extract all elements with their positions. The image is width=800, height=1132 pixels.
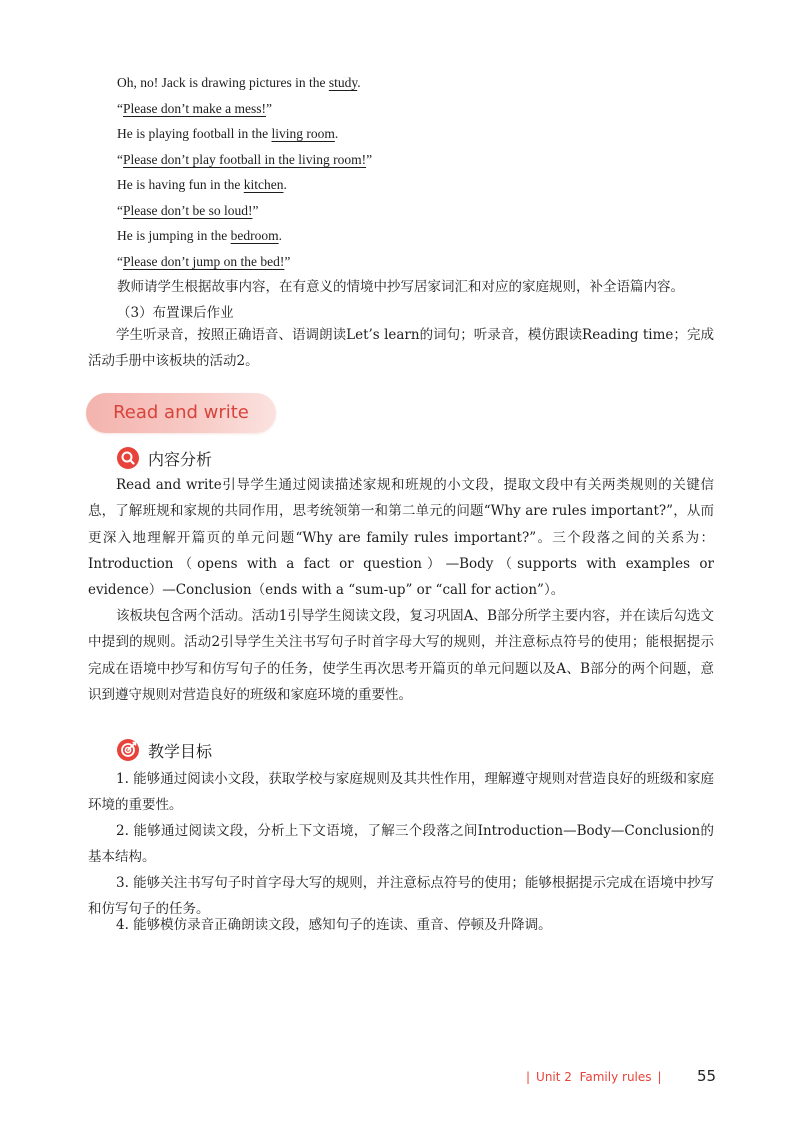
content-analysis-heading bbox=[117, 446, 212, 470]
underlined-rule: Please don’t play football in the living room! bbox=[123, 152, 367, 167]
objective-item-4: 4. 能够模仿录音正确朗读文段，感知句子的连读、重音、停顿及升降调。 bbox=[116, 917, 552, 933]
dialogue-text: He is having fun in the bbox=[117, 177, 244, 192]
dialogue-line-5 bbox=[117, 175, 287, 195]
underlined-word: living room bbox=[271, 126, 335, 141]
footer-separator: | bbox=[526, 1070, 531, 1084]
quote-mark: ” bbox=[284, 254, 291, 269]
objectives-heading bbox=[117, 738, 212, 762]
objective-item-1: 1. 能够通过阅读小文段，获取学校与家庭规则及其共性作用，理解遵守规则对营造良好的班级和家庭环境的重要性。 bbox=[88, 771, 714, 814]
content-analysis-paragraph-1: Read and write引导学生通过阅读描述家规和班规的小文段，提取文段中有关两类规则的关键信息，了解班规和家规的共同作用，思考统领第一和第二单元的问题“Why are rules important?”，从而更深入地理解开篇页的单元问题“Why are family rules important?”。三个段落之间的关系为：Introduction（opens with a fact or question）—Body（supports with examples or evidence）—Conclusion（ends with a “sum-up” or “call for action”）。 bbox=[88, 477, 714, 599]
page-footer bbox=[520, 1070, 668, 1084]
quote-mark: “ bbox=[117, 254, 123, 269]
dialogue-line-2 bbox=[117, 99, 272, 119]
footer-separator: | bbox=[657, 1070, 662, 1084]
banner-title: Read and write bbox=[113, 402, 249, 423]
quote-mark: “ bbox=[117, 152, 123, 167]
content-analysis-title: 内容分析 bbox=[148, 449, 213, 469]
quote-mark: ” bbox=[366, 152, 373, 167]
punctuation: . bbox=[283, 177, 287, 192]
dialogue-text: He is jumping in the bbox=[117, 228, 231, 243]
dialogue-line-3 bbox=[117, 124, 338, 144]
objective-item-3: 3. 能够关注书写句子时首字母大写的规则，并注意标点符号的使用；能够根据提示完成在语境中抄写和仿写句子的任务。 bbox=[88, 875, 714, 918]
punctuation: . bbox=[357, 75, 361, 90]
content-analysis-paragraph-2: 该板块包含两个活动。活动1引导学生阅读文段，复习巩固A、B部分所学主要内容，并在读后勾选文中提到的规则。活动2引导学生关注书写句子时首字母大写的规则，并注意标点符号的使用；能根据提示完成在语境中抄写和仿写句子的任务，使学生再次思考开篇页的单元问题以及A、B部分的两个问题，意识到遵守规则对营造良好的班级和家庭环境的重要性。 bbox=[88, 608, 714, 703]
footer-unit: Unit 2 bbox=[536, 1070, 572, 1084]
dialogue-text: He is playing football in the bbox=[117, 126, 272, 141]
underlined-rule: Please don’t jump on the bed! bbox=[123, 254, 285, 269]
quote-mark: ” bbox=[265, 101, 272, 116]
underlined-rule: Please don’t make a mess! bbox=[123, 101, 266, 116]
objective-item-2: 2. 能够通过阅读文段，分析上下文语境，了解三个段落之间Introduction—Body—Conclusion的基本结构。 bbox=[88, 823, 714, 866]
teacher-note: 教师请学生根据故事内容，在有意义的情境中抄写居家词汇和对应的家庭规则，补全语篇内容。 bbox=[117, 279, 684, 295]
underlined-word: study bbox=[328, 75, 358, 90]
quote-mark: “ bbox=[117, 101, 123, 116]
punctuation: . bbox=[334, 126, 339, 141]
objectives-title: 教学目标 bbox=[148, 741, 213, 761]
quote-mark: ” bbox=[252, 203, 259, 218]
homework-text: 学生听录音，按照正确语音、语调朗读Let’s learn的词句；听录音，模仿跟读Reading time；完成活动手册中该板块的活动2。 bbox=[88, 327, 714, 370]
page-number: 55 bbox=[697, 1067, 717, 1085]
underlined-word: bedroom bbox=[230, 228, 279, 243]
homework-heading: （3）布置课后作业 bbox=[117, 305, 234, 321]
dialogue-text: Oh, no! Jack is drawing pictures in the bbox=[117, 75, 329, 90]
magnifier-icon bbox=[117, 447, 139, 469]
underlined-rule: Please don’t be so loud! bbox=[123, 203, 253, 218]
underlined-word: kitchen bbox=[243, 177, 284, 192]
quote-mark: “ bbox=[117, 203, 123, 218]
dialogue-line-7 bbox=[117, 226, 282, 246]
dialogue-line-4 bbox=[117, 150, 372, 170]
target-icon bbox=[117, 739, 139, 761]
dialogue-line-8 bbox=[117, 252, 290, 272]
dialogue-line-6 bbox=[117, 201, 258, 221]
section-banner bbox=[86, 393, 276, 433]
dialogue-line-1 bbox=[117, 73, 361, 93]
punctuation: . bbox=[278, 228, 282, 243]
footer-title: Family rules bbox=[579, 1070, 652, 1084]
